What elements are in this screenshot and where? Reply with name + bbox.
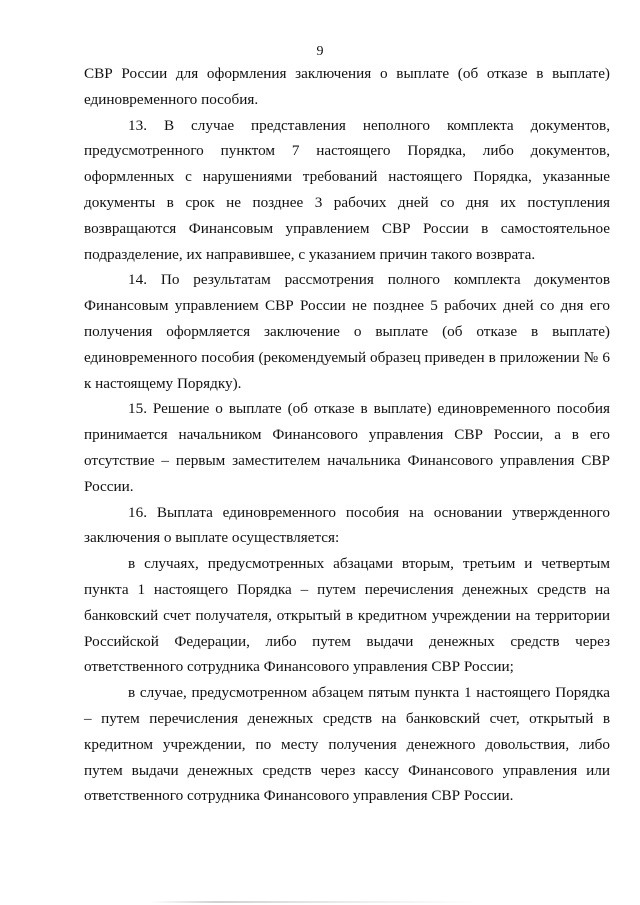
paragraph-12-continuation: СВР России для оформления заключения о выплате (об отказе в выплате) единовременного пособия.	[84, 65, 610, 108]
paragraph-16-case-b: в случае, предусмотренном абзацем пятым пункта 1 настоящего Порядка – путем перечисления денежных средств на банковский счет, открытый в кредитном учреждении, по месту получения денежного довольствия, либо путем выдачи денежных средств через кассу Финансового управления или ответственного сотрудника Финансового управления СВР России.	[84, 684, 610, 805]
document-body	[84, 61, 610, 809]
paragraph-15: 15. Решение о выплате (об отказе в выплате) единовременного пособия принимается начальником Финансового управления СВР России, а в его отсутствие – первым заместителем начальника Финансового управления СВР России.	[84, 400, 610, 495]
paragraph-16: 16. Выплата единовременного пособия на основании утвержденного заключения о выплате осуществляется:	[84, 503, 610, 547]
paragraph-14: 14. По результатам рассмотрения полного комплекта документов Финансовым управлением СВР России не позднее 5 рабочих дней со дня его получения оформляется заключение о выплате (об отказе в выплате) единовременного пособия (рекомендуемый образец приведен в приложении № 6 к настоящему Порядку).	[84, 271, 610, 392]
page-number: 9	[316, 44, 324, 59]
paragraph-16-case-a: в случаях, предусмотренных абзацами вторым, третьим и четвертым пункта 1 настоящего Порядка – путем перечисления денежных средств на банковский счет получателя, открытый в кредитном учреждении на территории Российской Федерации, либо путем выдачи денежных средств через ответственного сотрудника Финансового управления СВР России;	[84, 555, 610, 676]
paragraph-13: 13. В случае представления неполного комплекта документов, предусмотренного пунктом 7 настоящего Порядка, либо документов, оформленных с нарушениями требований настоящего Порядка, указанные документы в срок не позднее 3 рабочих дней со дня их поступления возвращаются Финансовым управлением СВР России в самостоятельное подразделение, их направившее, с указанием причин такого возврата.	[84, 116, 610, 263]
scan-artifact	[150, 901, 480, 903]
